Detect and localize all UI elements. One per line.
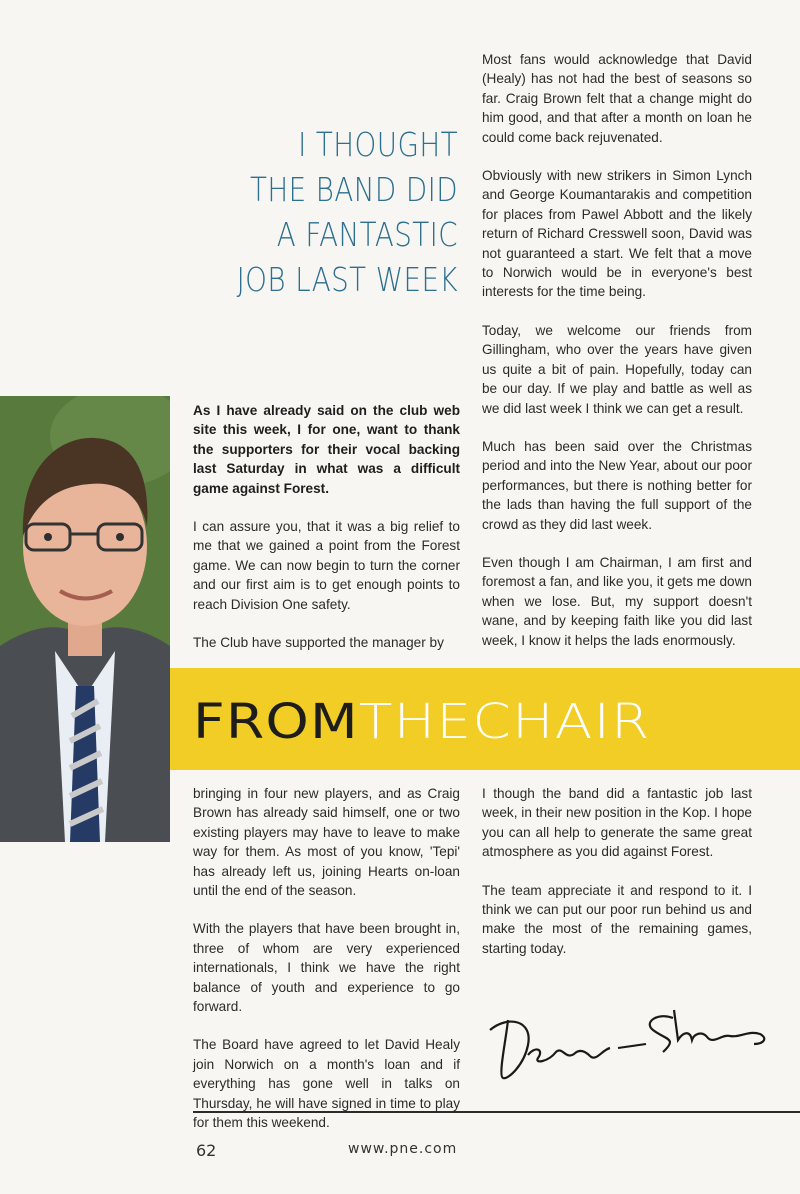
article-column-left-bottom — [193, 784, 460, 1152]
pull-quote-line: JOB LAST WEEK — [236, 260, 458, 299]
paragraph: Much has been said over the Christmas period and into the New Year, about our poor performances, but there is nothing better for the lads than having the full support of the crowd as they did last week. — [482, 438, 752, 532]
paragraph: The Board have agreed to let David Healy join Norwich on a month's loan and if everything has gone well in talks on Thursday, he will have signed in time to play for them this weekend. — [193, 1037, 460, 1131]
website-url: www.pne.com — [348, 1141, 458, 1157]
signature — [478, 1000, 778, 1090]
intro-paragraph: As I have already said on the club web site this week, I for one, want to thank the supporters for their vocal backing last Saturday in what was a difficult game against Forest. — [193, 403, 460, 496]
banner-title — [193, 694, 651, 754]
paragraph: The Club have supported the manager by — [193, 635, 444, 651]
footer-divider — [193, 1111, 800, 1113]
paragraph: I can assure you, that it was a big relief to me that we gained a point from the Forest game. We can now begin to turn the corner and our first aim is to get enough points to reach Division One safety. — [193, 519, 460, 612]
signature-scribble — [478, 1000, 778, 1090]
banner-title-from: FROM — [193, 694, 359, 750]
pull-quote — [233, 122, 458, 302]
page-number: 62 — [196, 1141, 217, 1160]
article-column-left-top — [193, 401, 460, 671]
paragraph: Obviously with new strikers in Simon Lynch and George Koumantarakis and competition for places from Pawel Abbott and the likely return of Richard Cresswell soon, David was not guaranteed a start. We felt that a move to Norwich would be in everyone's best interests for the time being. — [482, 168, 752, 300]
article-column-right-top — [482, 50, 752, 669]
pull-quote-line: A FANTASTIC — [276, 215, 458, 254]
paragraph: I though the band did a fantastic job last week, in their new position in the Kop. I hope you can all help to generate the same great atmosphere as you did against Forest. — [482, 786, 752, 860]
paragraph: Most fans would acknowledge that David (Healy) has not had the best of seasons so far. Craig Brown felt that a change might do him good, and that after a month on loan he could come back rejuvenated. — [482, 52, 752, 145]
article-column-right-bottom — [482, 784, 752, 977]
paragraph: Today, we welcome our friends from Gillingham, who over the years have given us quite a bit of pain. Hopefully, today can be our day. If we play and battle as well as we did last week I think we can get a result. — [482, 322, 752, 416]
paragraph: bringing in four new players, and as Craig Brown has already said himself, one or two existing players may have to leave to make way for them. As most of you know, 'Tepi' has already left us, joining Hearts on-loan until the end of the season. — [193, 786, 460, 899]
paragraph: Even though I am Chairman, I am first and foremost a fan, and like you, it gets me down when we lose. But, my support doesn't wane, and by keeping faith like you did last week, I know it helps the lads enormously. — [482, 554, 752, 648]
pull-quote-line: I THOUGHT — [298, 125, 458, 164]
chairman-portrait-illustration — [0, 396, 170, 842]
pull-quote-line: THE BAND DID — [249, 170, 458, 209]
paragraph: With the players that have been brought in, three of whom are very experienced internationals, I think we have the right balance of youth and experience to go forward. — [193, 921, 460, 1015]
paragraph: The team appreciate it and respond to it. I think we can put our poor run behind us and make the most of the remaining games, starting today. — [482, 882, 752, 956]
banner-title-rest: THECHAIR — [358, 694, 651, 750]
chairman-photo — [0, 396, 170, 842]
